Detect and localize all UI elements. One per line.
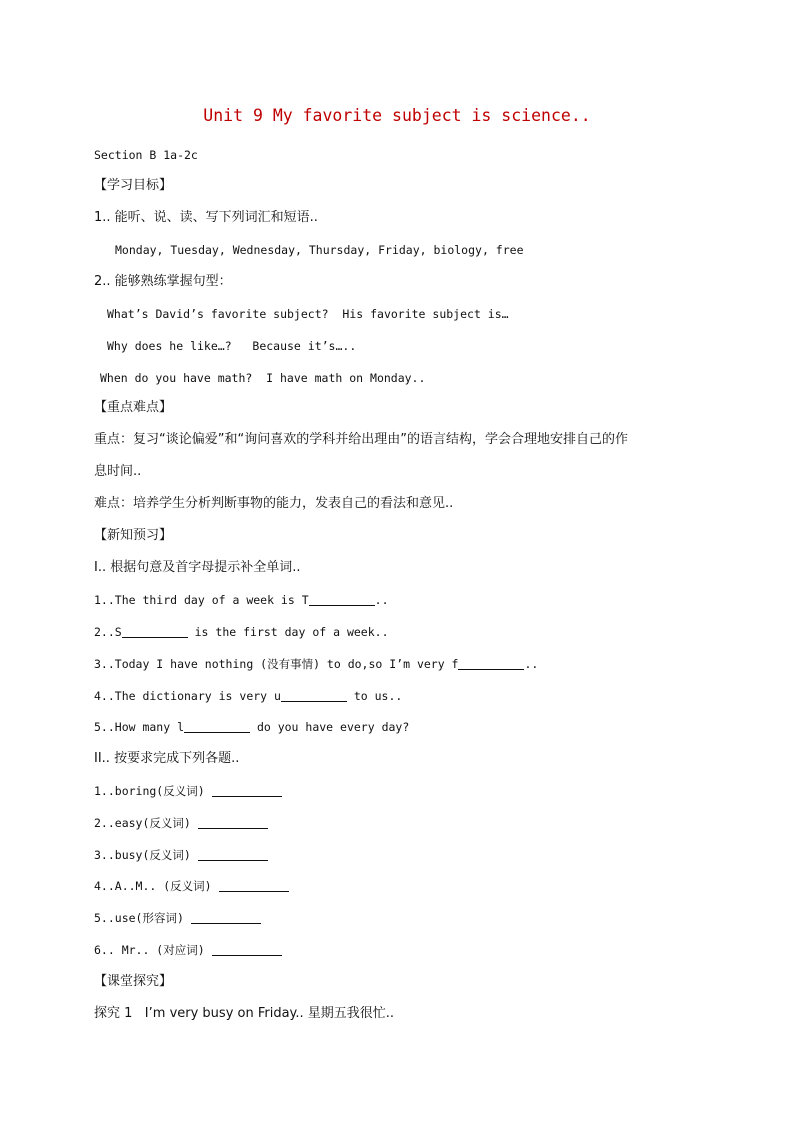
explore-header: 【课堂探究】 bbox=[94, 974, 173, 989]
answer-blank[interactable] bbox=[309, 593, 375, 606]
goals-sentence-3: When do you have math? I have math on Monday.. bbox=[100, 371, 426, 385]
goals-word-list: Monday, Tuesday, Wednesday, Thursday, Friday, biology, free bbox=[115, 243, 524, 257]
question-1: 1..The third day of a week is T .. bbox=[94, 593, 389, 607]
preview-part-1: I.. 根据句意及首字母提示补全单词.. bbox=[94, 560, 301, 575]
goals-sentence-1: What’s David’s favorite subject? His favorite subject is… bbox=[107, 307, 509, 321]
question-3: 3..Today I have nothing (没有事情) to do,so I’m very f .. bbox=[94, 657, 539, 671]
answer-blank[interactable] bbox=[198, 816, 268, 829]
answer-blank[interactable] bbox=[191, 911, 261, 924]
answer-blank[interactable] bbox=[122, 625, 188, 638]
document-title: Unit 9 My favorite subject is science.. bbox=[203, 106, 591, 125]
key-header: 【重点难点】 bbox=[94, 400, 173, 415]
answer-blank[interactable] bbox=[212, 784, 282, 797]
explore-item-1: 探究 1 I’m very busy on Friday.. 星期五我很忙.. bbox=[94, 1006, 395, 1021]
answer-blank[interactable] bbox=[458, 657, 524, 670]
exercise-2: 2..easy(反义词) bbox=[94, 814, 268, 832]
preview-part-2: II.. 按要求完成下列各题.. bbox=[94, 751, 240, 766]
question-2: 2..S is the first day of a week.. bbox=[94, 625, 389, 639]
exercise-1: 1..boring(反义词) bbox=[94, 782, 282, 800]
goals-item-2: 2.. 能够熟练掌握句型： bbox=[94, 274, 232, 289]
answer-blank[interactable] bbox=[198, 848, 268, 861]
key-difficulty: 难点：培养学生分析判断事物的能力，发表自己的看法和意见.. bbox=[94, 496, 454, 511]
answer-blank[interactable] bbox=[212, 943, 282, 956]
goals-sentence-2: Why does he like…? Because it’s….. bbox=[107, 339, 357, 353]
goals-item-1: 1.. 能听、说、读、写下列词汇和短语.. bbox=[94, 210, 318, 225]
preview-header: 【新知预习】 bbox=[94, 528, 173, 543]
question-5: 5..How many l do you have every day? bbox=[94, 720, 410, 734]
section-label: Section B 1a-2c bbox=[94, 148, 198, 162]
answer-blank[interactable] bbox=[184, 720, 250, 733]
exercise-3: 3..busy(反义词) bbox=[94, 846, 268, 864]
goals-header: 【学习目标】 bbox=[94, 178, 173, 193]
exercise-5: 5..use(形容词) bbox=[94, 909, 261, 927]
key-focus-line-1: 重点：复习“谈论偏爱”和“询问喜欢的学科并给出理由”的语言结构，学会合理地安排自己的作 bbox=[94, 432, 628, 447]
answer-blank[interactable] bbox=[219, 879, 289, 892]
exercise-4: 4..A..M.. (反义词) bbox=[94, 877, 289, 895]
exercise-6: 6.. Mr.. (对应词) bbox=[94, 941, 282, 959]
answer-blank[interactable] bbox=[281, 689, 347, 702]
key-focus-line-2: 息时间.. bbox=[94, 464, 142, 479]
question-4: 4..The dictionary is very u to us.. bbox=[94, 689, 403, 703]
